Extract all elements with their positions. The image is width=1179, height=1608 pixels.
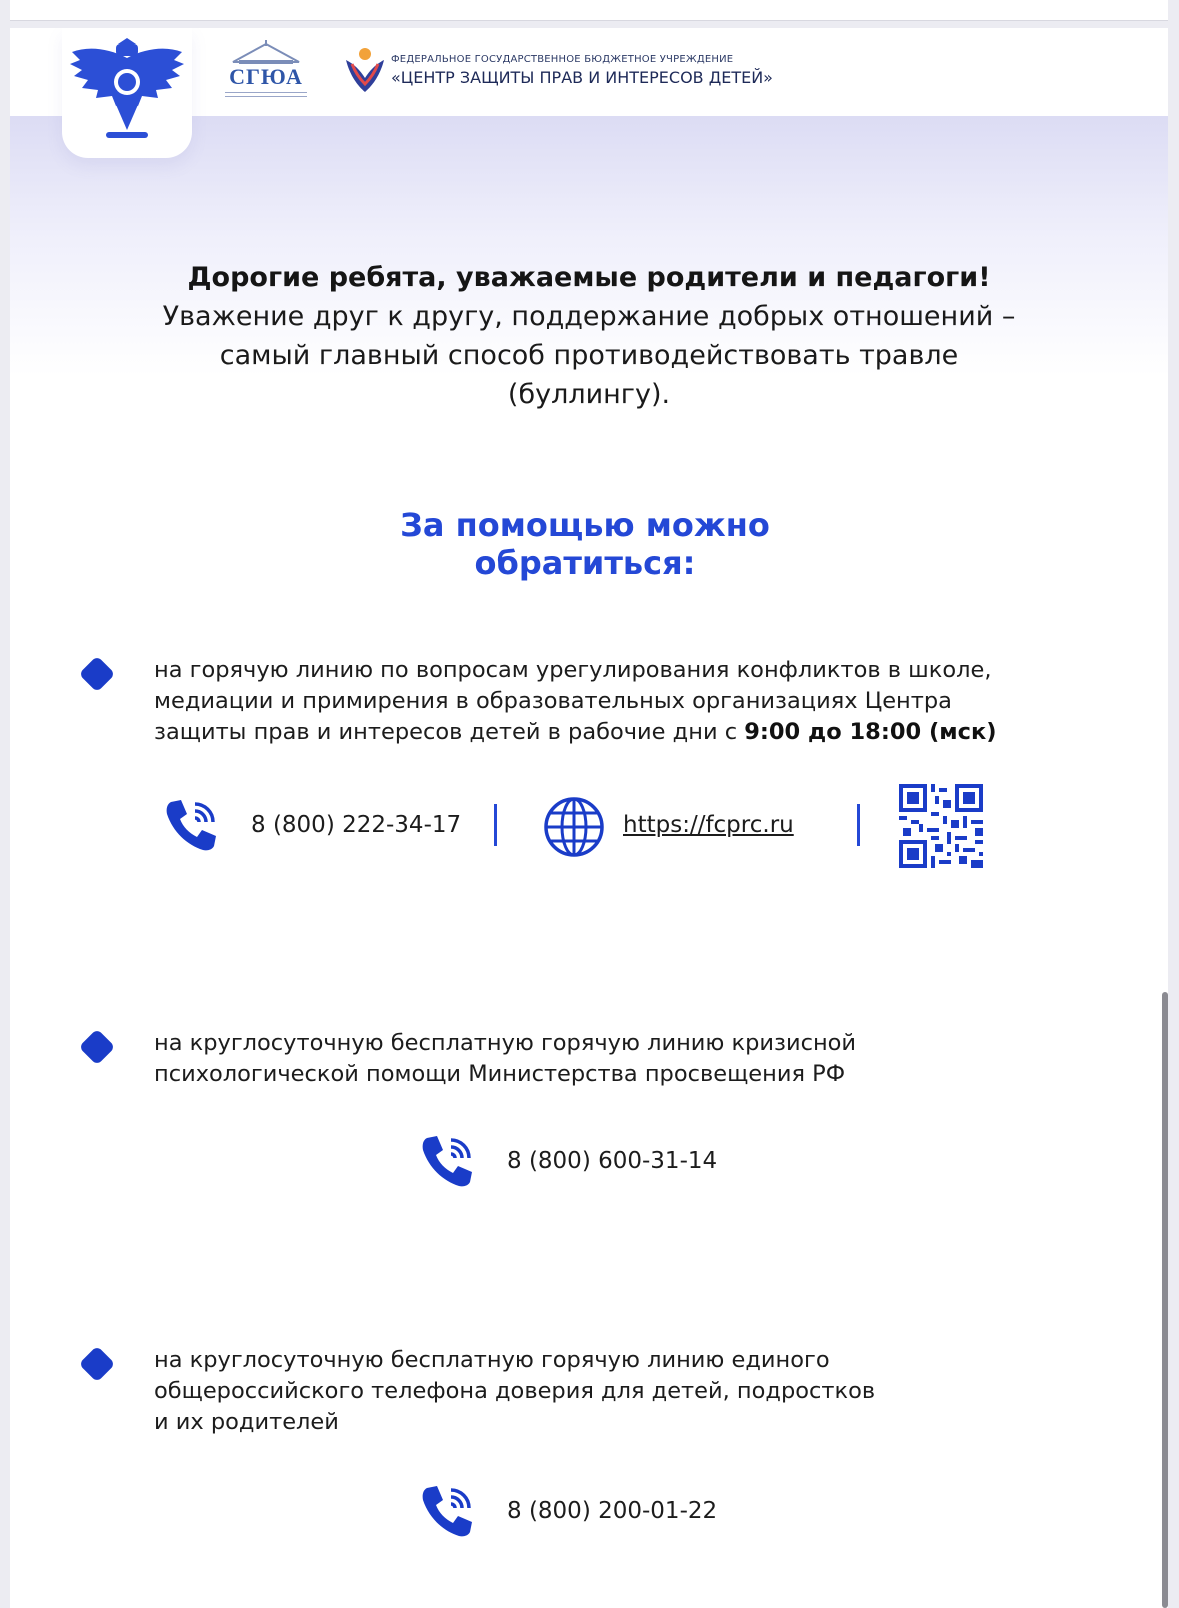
phone-number[interactable]: 8 (800) 222-34-17 xyxy=(251,812,462,838)
emblem-tab xyxy=(62,28,192,158)
bullet-icon xyxy=(79,1346,116,1383)
globe-icon xyxy=(543,796,605,858)
list-item-line-text: защиты прав и интересов детей в рабочие дни с xyxy=(154,719,745,745)
list-item-line: медиации и примирения в образовательных организациях Центра xyxy=(154,688,952,714)
sgua-logo-text: СГЮА xyxy=(229,64,303,89)
center-logo-icon xyxy=(340,46,390,96)
working-hours: 9:00 до 18:00 (мск) xyxy=(744,719,997,745)
previous-page-edge xyxy=(10,0,1168,21)
website-link[interactable]: https://fcprc.ru xyxy=(623,812,794,838)
phone-icon xyxy=(419,1132,477,1190)
qr-code[interactable] xyxy=(899,784,983,868)
separator xyxy=(857,804,860,846)
building-icon xyxy=(221,40,311,66)
list-item-line: психологической помощи Министерства просвещения РФ xyxy=(154,1061,846,1087)
greeting-block xyxy=(70,258,1108,414)
phone-number[interactable]: 8 (800) 200-01-22 xyxy=(507,1498,718,1524)
separator xyxy=(494,804,497,846)
greeting-title: Дорогие ребята, уважаемые родители и педагоги! xyxy=(187,262,991,293)
list-item-text xyxy=(154,1345,1084,1438)
sgua-logo-underline xyxy=(225,92,307,97)
list-item-line: на круглосуточную бесплатную горячую линию единого xyxy=(154,1347,830,1373)
list-item-line: на круглосуточную бесплатную горячую линию кризисной xyxy=(154,1030,857,1056)
list-item-text xyxy=(154,1028,1084,1090)
phone-icon xyxy=(163,796,221,854)
bullet-icon xyxy=(79,1029,116,1066)
greeting-line: (буллингу). xyxy=(507,379,671,410)
scrollbar[interactable] xyxy=(1162,992,1168,1608)
org-subtitle: ФЕДЕРАЛЬНОЕ ГОСУДАРСТВЕННОЕ БЮДЖЕТНОЕ УЧРЕЖДЕНИЕ xyxy=(391,54,734,65)
emblem-icon xyxy=(68,38,186,142)
list-item-line xyxy=(154,717,1084,748)
help-heading-line: За помощью можно xyxy=(400,506,770,544)
list-item-line: и их родителей xyxy=(154,1409,339,1435)
help-heading-line: обратиться: xyxy=(474,544,696,582)
document-page xyxy=(10,28,1168,1608)
greeting-line: Уважение друг к другу, поддержание добрых отношений – xyxy=(162,301,1016,332)
list-item-text xyxy=(154,655,1084,748)
sgua-logo xyxy=(221,40,311,106)
help-heading xyxy=(210,506,960,582)
bullet-icon xyxy=(79,656,116,693)
list-item-line: на горячую линию по вопросам урегулирования конфликтов в школе, xyxy=(154,657,992,683)
org-title: «ЦЕНТР ЗАЩИТЫ ПРАВ И ИНТЕРЕСОВ ДЕТЕЙ» xyxy=(391,68,773,87)
phone-number[interactable]: 8 (800) 600-31-14 xyxy=(507,1148,718,1174)
phone-icon xyxy=(419,1482,477,1540)
list-item-line: общероссийского телефона доверия для детей, подростков xyxy=(154,1378,876,1404)
greeting-line: самый главный способ противодействовать травле xyxy=(219,340,959,371)
